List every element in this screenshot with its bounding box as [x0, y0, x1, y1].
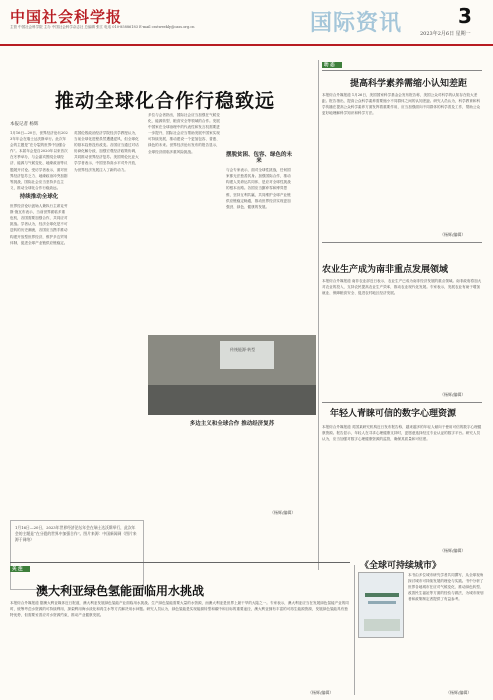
bottom-text: 本报综合外媒报道 据澳大利亚媒体近日报道，澳大利亚发展绿色氢能产业面临用水挑战。生产绿色氢能需要大量的水资源，而澳大利亚是世界上最干旱的大陆之一。专家表示，澳大利亚应当在发展绿色氢能产业的同时，统筹考虑水资源的可持续利用，探索利用海水淡化和再生水等方式解决用水问题。研究人员认为，绿色氢能是实现能源转型和碳中和目标的重要途径，澳大利亚拥有丰富的可再生能源资源，发展绿色氢能具有独特优势，但需要妥善应对水资源约束，推动产业健康发展。 — [10, 601, 349, 618]
article-1-body — [322, 92, 482, 238]
lead-headline: 推动全球化合作行稳致远 — [55, 90, 276, 112]
news-tag: 动 态 — [324, 63, 335, 68]
lead-subhead-1: 持续推动全球化 — [19, 193, 59, 200]
book-body — [408, 572, 484, 682]
lead-column-1 — [10, 130, 68, 515]
audience-silhouette — [148, 385, 316, 415]
book-divider — [354, 565, 355, 695]
article-2-signoff: （杨辉/编辑） — [440, 392, 466, 397]
focus-tag: 关 注 — [12, 567, 23, 572]
book-signoff: （杨辉/编辑） — [446, 690, 472, 695]
article-1-signoff: （杨辉/编辑） — [440, 232, 466, 237]
issue-date: 2023年2月6日 星期一 — [420, 31, 471, 37]
column-divider — [318, 60, 319, 570]
book-cover-image — [358, 572, 404, 638]
article-1-headline: 提高科学素养需缩小认知差距 — [350, 79, 468, 89]
book-cover-graphic — [364, 619, 400, 631]
lead-body-3: 英国伦敦政治经济学院经济学教授认为，当前全球化进程虽然遭遇逆风，但全球化的基本趋势没有改变。各国应当通过对话协商化解分歧，加强宏观经济政策协调，共同推动世界经济复苏。美国哥伦比亚大学学者表示，中国坚持高水平对外开放，为世界经济发展注入了新的动力。 — [74, 131, 139, 172]
lead-body-4: 多位与会者指出，国际社会应当加强在气候变化、能源转型、粮食安全等领域的合作。发展中国家在全球治理中的代表性和发言权需要进一步提升，国际社会应当帮助发展中国家实现可持续发展，推动建设一个更加包容、普惠、绿色的未来。世界经济论坛发布的报告显示，全球经济面临多重风险挑战。 — [148, 113, 220, 154]
bottom-divider — [10, 562, 350, 563]
masthead-divider — [0, 44, 493, 46]
lead-photo — [148, 335, 316, 415]
masthead-info-line: 主管 中国社会科学院 主办 中国社会科学杂志社 总编辑 张江 电话 010-85886183 E-mail csstweekly@cass.org.cn — [10, 25, 195, 29]
article-3-signoff: （杨辉/编辑） — [440, 548, 466, 553]
bottom-signoff: （杨辉/编辑） — [308, 690, 334, 695]
section-title: 国际资讯 — [310, 11, 403, 36]
newspaper-logo: 中国社会科学报 — [10, 8, 123, 26]
lead-body-5: 与会专家表示，面对全球性挑战，任何国家都无法独善其身。加强国际合作，推动构建人类命运共同体，是应对全球性挑战的根本出路。各国应当摒弃零和博弈思维，坚持互利共赢，共同维护全球产业链供应链稳定畅通，推动世界经济实现更加强劲、绿色、健康的发展。 — [226, 168, 291, 209]
book-headline: 《全球可持续城市》 — [360, 561, 442, 571]
lead-signoff: （杨辉/编辑） — [270, 510, 296, 515]
article-1-text: 本报综合外媒报道 1月26日，美国国家科学基金会发布报告称，美国公众对科学的认知存在较大差距。报告指出，提高公众科学素养需要缩小不同群体之间的认知差距。研究人员认为，科学教育和科学传播在提高公众科学素养方面发挥着重要作用，应当加强面向不同群体的科学普及工作，帮助公众更好地理解科学知识和科学方法。 — [322, 93, 481, 116]
article-divider-2 — [322, 402, 482, 403]
article-2-body — [322, 278, 482, 396]
book-text: 本书由多位城市研究学者共同撰写，从全球视角探讨城市可持续发展的理论与实践。书中分析了世界各地城市在应对气候变化、推动绿色转型、改善民生福祉等方面的经验与做法，为城市规划者和政策制定者提供了有益参考。 — [408, 573, 484, 602]
article-2-headline: 农业生产成为南非重点发展领域 — [322, 265, 449, 275]
masthead — [0, 0, 493, 44]
page-number: 3 — [458, 4, 472, 28]
article-2-text: 本报综合外媒报道 南非农业部近日表示，农业生产已成为南非经济发展的重点领域。南非政府将加大对农业的投入，支持农民提高农业生产效率，推动农业现代化发展。专家表示，发展农业有助于增加就业、保障粮食安全、促进农村地区经济发展。 — [322, 279, 482, 296]
lead-subhead-3: 摆脱贫困、包容、绿色的未来 — [226, 152, 292, 165]
stage-screen — [220, 341, 274, 369]
article-3-text: 本报综合外媒报道 英国某研究机构近日发布报告称，越来越多的年轻人倾向于使用可信的数字心理健康资源。报告显示，年轻人在寻求心理健康支持时，更愿意选择经过专业认证的数字平台。研究人员认为，应当加强对数字心理健康资源的监管，确保其质量和可信度。 — [322, 425, 482, 442]
conference-stage-image — [148, 335, 316, 415]
lead-byline: 本报记者 杨辉 — [10, 122, 39, 127]
book-cover-title-bar — [365, 593, 399, 597]
book-cover-subtitle-bar — [368, 601, 396, 604]
lead-subhead-2: 多边主义和全球合作 推动经济复苏 — [189, 421, 275, 427]
photo-caption: 1月16日—20日，2023年世界经济论坛年会在瑞士达沃斯举行，此次年会的主题是“在分裂的世界中加强合作”。图片来源：中国新闻网（图片来源于网络） — [10, 520, 144, 590]
lead-column-4 — [226, 112, 292, 332]
lead-column-5 — [148, 418, 316, 518]
lead-body-2: 世界经济论坛创始人兼执行主席克劳斯·施瓦布表示，当前世界面临多重危机，各国需要加强合作，共同应对挑战。学者认为，经济全球化是不可逆转的历史潮流，各国应当携手推动构建开放型世界经济，维护多边贸易体制，促进全球产业链供应链稳定。 — [10, 204, 68, 245]
article-3-body — [322, 424, 482, 548]
bottom-headline: 澳大利亚绿色氢能面临用水挑战 — [36, 584, 205, 598]
article-3-headline: 年轻人青睐可信的数字心理资源 — [330, 409, 457, 419]
article-divider-1 — [322, 242, 482, 243]
lead-body-1: 1月16日—20日，世界经济论坛2023年年会在瑞士达沃斯举行。此次年会的主题是“在分裂的世界中加强合作”。本届年会是自2020年以来首次在冬季举办，与会嘉宾围绕全球经济、能源与气候变化、地缘政治等议题展开讨论。受访学者表示，面对世界经济复苏乏力、地缘政治冲突加剧等挑战，国际社会应当坚持多边主义，推动全球化合作行稳致远。 — [10, 131, 68, 190]
lead-column-2 — [74, 130, 140, 515]
stage-screen-text: 传统能源·转型 — [230, 347, 256, 352]
bottom-body — [10, 600, 350, 692]
lead-column-3 — [148, 112, 220, 332]
right-rule — [322, 70, 482, 71]
